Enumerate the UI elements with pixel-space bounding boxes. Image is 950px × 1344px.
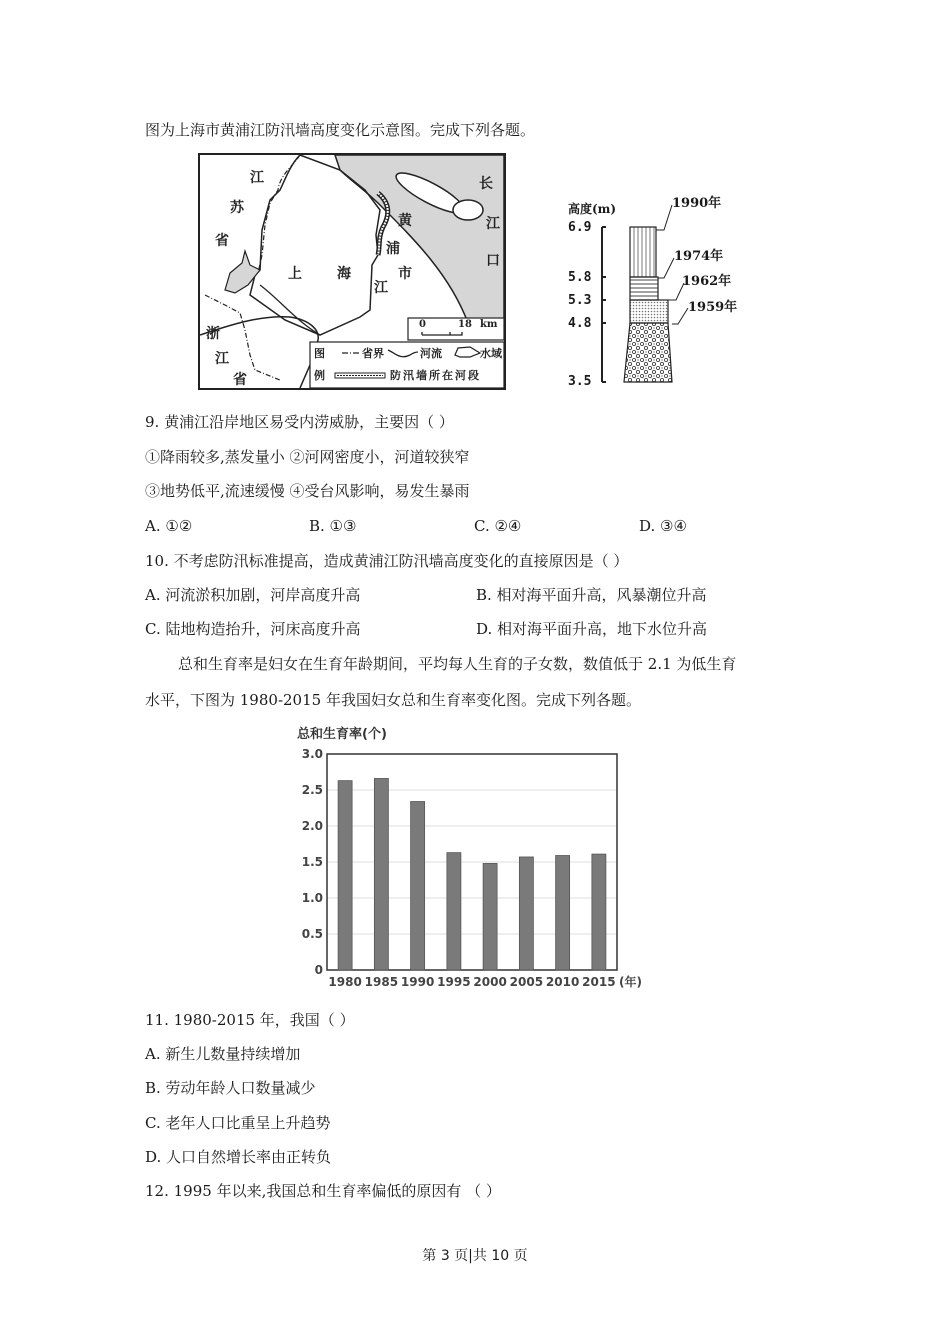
intro-text-fertility: 总和生育率是妇女在生育年龄期间，平均每人生育的子女数，数值低于 2.1 为低生育 bbox=[178, 655, 737, 673]
y-tick-label: 0 bbox=[314, 963, 323, 977]
map-label-jiangsu: 江 bbox=[250, 170, 264, 186]
map-label-zhejiang: 浙 bbox=[206, 326, 220, 342]
map-label-huangpu: 浦 bbox=[386, 241, 400, 257]
flood-wall-height-figure bbox=[560, 190, 760, 390]
q9-option-b: B. ①③ bbox=[309, 517, 357, 535]
q10-stem: 10. 不考虑防汛标准提高，造成黄浦江防汛墙高度变化的直接原因是（ ） bbox=[145, 552, 629, 570]
wall-year-label: 1990年 bbox=[672, 196, 722, 211]
x-tick-label: 2015 bbox=[582, 975, 616, 989]
legend-title: 例 bbox=[314, 369, 325, 382]
bar bbox=[592, 854, 606, 970]
q9-option-a: A. ①② bbox=[145, 517, 193, 535]
map-label-changjiangkou: 口 bbox=[486, 253, 500, 269]
q10-option-c: C. 陆地构造抬升，河床高度升高 bbox=[145, 620, 361, 638]
q11-option-d: D. 人口自然增长率由正转负 bbox=[145, 1148, 332, 1166]
fertility-bar-chart bbox=[293, 722, 658, 994]
y-tick-label: 0.5 bbox=[301, 927, 323, 941]
x-tick-label: 2000 bbox=[473, 975, 507, 989]
y-tick-label: 1.5 bbox=[301, 855, 323, 869]
q11-option-c: C. 老年人口比重呈上升趋势 bbox=[145, 1114, 331, 1132]
x-axis-label: (年) bbox=[619, 975, 642, 989]
legend-water: 水域 bbox=[480, 347, 502, 360]
intro-text-map: 图为上海市黄浦江防汛墙高度变化示意图。完成下列各题。 bbox=[145, 121, 536, 139]
x-tick-label: 2005 bbox=[509, 975, 544, 989]
q10-option-d: D. 相对海平面升高，地下水位升高 bbox=[476, 620, 708, 638]
scale-value: 18 bbox=[458, 319, 472, 330]
q9-option-c: C. ②④ bbox=[474, 517, 522, 535]
shanghai-map-figure bbox=[198, 153, 506, 390]
scale-unit: km bbox=[480, 319, 498, 330]
bar-chart-svg bbox=[293, 722, 658, 994]
x-tick-label: 1995 bbox=[437, 975, 471, 989]
q10-option-b: B. 相对海平面升高，风暴潮位升高 bbox=[476, 586, 707, 604]
page-footer: 第 3 页|共 10 页 bbox=[422, 1248, 528, 1264]
map-label-shanghai: 上 bbox=[288, 266, 302, 282]
legend-river: 河流 bbox=[420, 347, 442, 360]
x-tick-label: 1990 bbox=[400, 975, 435, 989]
scale-zero: 0 bbox=[419, 319, 426, 330]
map-label-zhejiang: 江 bbox=[215, 351, 229, 367]
q11-option-b: B. 劳动年龄人口数量减少 bbox=[145, 1079, 316, 1097]
wall-ylabel: 高度(m) bbox=[568, 202, 617, 216]
map-label-huangpu: 黄 bbox=[398, 213, 412, 229]
q11-option-a: A. 新生儿数量持续增加 bbox=[145, 1045, 301, 1063]
map-label-changjiangkou: 长 bbox=[479, 176, 493, 192]
legend-title: 图 bbox=[314, 347, 325, 360]
legend-boundary: 省界 bbox=[362, 347, 384, 360]
map-label-zhejiang: 省 bbox=[233, 372, 247, 388]
bar bbox=[411, 802, 425, 970]
bar bbox=[483, 863, 497, 970]
q11-stem: 11. 1980-2015 年，我国（ ） bbox=[145, 1011, 355, 1029]
map-label-jiangsu: 省 bbox=[215, 233, 229, 249]
bar bbox=[447, 853, 461, 970]
chart-title: 总和生育率(个) bbox=[297, 727, 387, 742]
wall-year-label: 1959年 bbox=[688, 300, 738, 315]
q9-item: ①降雨较多,蒸发量小 ②河网密度小，河道较狭窄 bbox=[145, 448, 470, 466]
wall-tick: 6.9 bbox=[568, 220, 592, 235]
y-tick-label: 2.0 bbox=[301, 819, 323, 833]
x-tick-label: 2010 bbox=[545, 975, 580, 989]
map-label-huangpu: 江 bbox=[374, 280, 388, 296]
wall-tick: 3.5 bbox=[568, 374, 592, 389]
wall-tick: 5.3 bbox=[568, 293, 592, 308]
bar bbox=[374, 778, 388, 970]
legend-wall-section: 防汛墙所在河段 bbox=[390, 369, 481, 382]
wall-tick: 4.8 bbox=[568, 316, 592, 331]
y-tick-label: 2.5 bbox=[301, 783, 323, 797]
map-label-changjiangkou: 江 bbox=[486, 216, 500, 232]
wall-year-label: 1974年 bbox=[674, 249, 724, 264]
y-tick-label: 1.0 bbox=[301, 891, 323, 905]
map-drawing bbox=[200, 155, 504, 388]
intro-text-fertility: 水平，下图为 1980-2015 年我国妇女总和生育率变化图。完成下列各题。 bbox=[145, 691, 641, 709]
map-label-shanghai: 海 bbox=[337, 266, 351, 282]
q9-option-d: D. ③④ bbox=[639, 517, 687, 535]
q12-stem: 12. 1995 年以来,我国总和生育率偏低的原因有 （ ） bbox=[145, 1182, 501, 1200]
wall-year-label: 1962年 bbox=[682, 274, 732, 289]
map-label-shanghai: 市 bbox=[398, 266, 412, 282]
bar bbox=[519, 857, 533, 970]
y-tick-label: 3.0 bbox=[301, 747, 323, 761]
x-tick-label: 1985 bbox=[364, 975, 399, 989]
x-tick-label: 1980 bbox=[328, 975, 362, 989]
q9-stem: 9. 黄浦江沿岸地区易受内涝威胁，主要因（ ） bbox=[145, 413, 454, 431]
map-label-jiangsu: 苏 bbox=[230, 200, 244, 216]
bar bbox=[556, 856, 570, 970]
bar bbox=[338, 781, 352, 970]
q9-item: ③地势低平,流速缓慢 ④受台风影响，易发生暴雨 bbox=[145, 482, 470, 500]
q10-option-a: A. 河流淤积加剧，河岸高度升高 bbox=[145, 586, 361, 604]
wall-tick: 5.8 bbox=[568, 270, 592, 285]
